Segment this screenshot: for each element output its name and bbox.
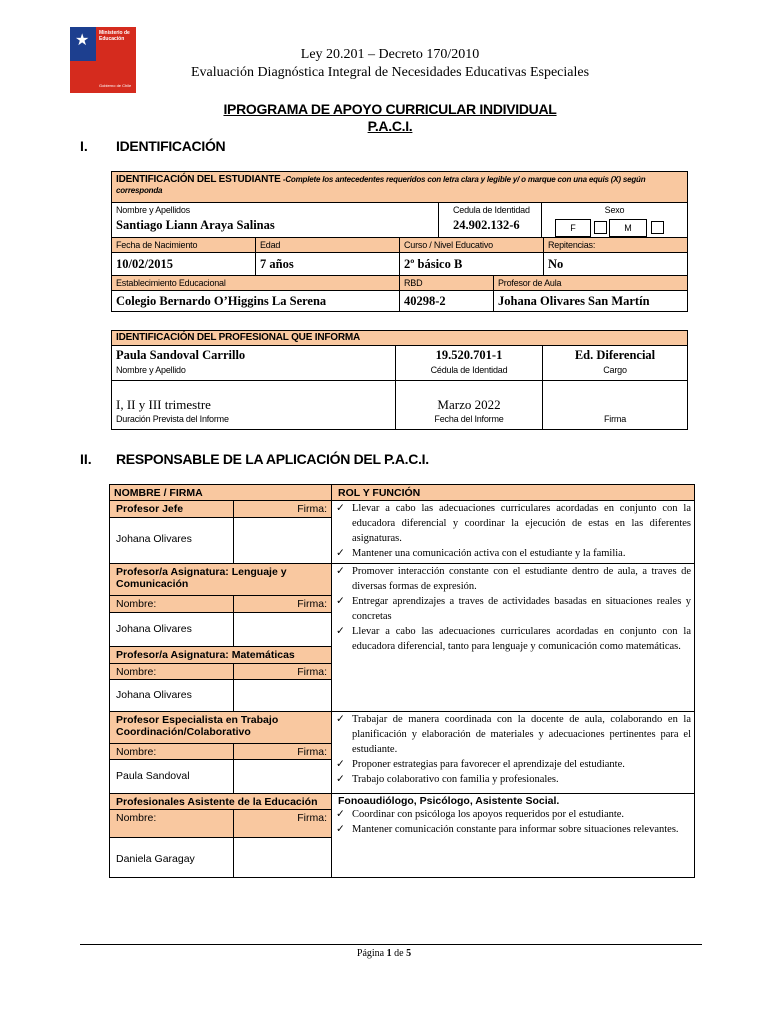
section-2-title: RESPONSABLE DE LA APLICACIÓN DEL P.A.C.I. [116,451,429,467]
signature-cell[interactable]: Firma [542,380,688,430]
ministry-logo: ★ Ministerio de Educación Gobierno de Chile [70,27,136,93]
program-title: IPROGRAMA DE APOYO CURRICULAR INDIVIDUAL [223,101,557,117]
rbd: 40298-2 [399,290,494,312]
professional-table-header: IDENTIFICACIÓN DEL PROFESIONAL QUE INFORMA [111,330,688,346]
repeat: No [543,252,688,276]
jefe-roles: ✓ Llevar a cabo las adecuaciones curriculares acordadas en conjunto con la educadora diferencial y coordinar la ejecución de estas en las diferentes asignaturas. ✓ Mantener una comunicación activa con el estudiante y la familia. [331,500,695,564]
page-number: Página 1 de 5 [356,948,412,959]
report-date: Marzo 2022 [437,397,501,412]
esp-signature[interactable] [233,759,332,794]
professional-name: Paula Sandoval Carrillo [116,348,246,362]
assistant-roles: Fonoaudiólogo, Psicólogo, Asistente Social. ✓ Coordinar con psicóloga los apoyos requeridos por el estudiante. ✓ Mantener comunicación constante para informar sobre situaciones relevantes. [331,793,695,878]
footer-divider [80,944,702,945]
sex-m-label: M [609,219,647,237]
student-sex-cell: Sexo [541,202,688,238]
program-subtitle: P.A.C.I. [367,118,413,134]
class-teacher: Johana Olivares San Martín [493,290,688,312]
student-id: 24.902.132-6 [453,218,520,232]
sex-m-checkbox[interactable] [651,221,664,234]
student-name-cell: Nombre y Apellidos Santiago Liann Araya Salinas [111,202,439,238]
section-1-number: I. [80,138,88,154]
leng-name: Johana Olivares [109,612,234,647]
student-name: Santiago Liann Araya Salinas [116,218,275,232]
age: 7 años [255,252,400,276]
mat-name: Johana Olivares [109,679,234,712]
asis-name: Daniela Garagay [109,837,234,878]
professional-id: 19.520.701-1 [435,348,503,362]
evaluation-line: Evaluación Diagnóstica Integral de Necesidades Educativas Especiales [190,65,590,80]
esp-name: Paula Sandoval [109,759,234,794]
jefe-name: Johana Olivares [109,517,234,564]
specialist-roles: ✓ Trabajar de manera coordinada con la docente de aula, colaborando en la planificación y elaboración de materiales y adecuaciones pertinentes para el estudiante. ✓ Proponer estrategias para favorecer el aprendizaje del estudiante. ✓ Trabajo colaborativo con familia y profesionales. [331,711,695,794]
sex-f-checkbox[interactable] [594,221,607,234]
asis-signature[interactable] [233,837,332,878]
star-icon: ★ [75,32,90,49]
birth-date: 10/02/2015 [111,252,256,276]
jefe-signature[interactable] [233,517,332,564]
professional-role: Ed. Diferencial [574,348,656,362]
school: Colegio Bernardo O’Higgins La Serena [111,290,400,312]
student-table-header: IDENTIFICACIÓN DEL ESTUDIANTE -Complete los antecedentes requeridos con letra clara y legible y/ o marque con una equis (X) según corresponda [111,171,688,203]
law-line: Ley 20.201 – Decreto 170/2010 [300,47,480,62]
report-duration: I, II y III trimestre [116,397,211,412]
section-2-number: II. [80,451,92,467]
course: 2º básico B [399,252,544,276]
section-1-title: IDENTIFICACIÓN [116,138,226,154]
subject-roles: ✓ Promover interacción constante con el estudiante dentro de aula, a traves de diversas formas de expresión. ✓ Entregar aprendizajes a traves de actividades basadas en situaciones reales y concretas ✓ Llevar a cabo las adecuaciones curriculares acordadas en conjunto con la educadora diferencial, tanto para lenguaje y comunicación como matemáticas. [331,563,695,712]
student-id-cell: Cedula de Identidad 24.902.132-6 [438,202,542,238]
leng-signature[interactable] [233,612,332,647]
mat-signature[interactable] [233,679,332,712]
sex-f-label: F [555,219,591,237]
